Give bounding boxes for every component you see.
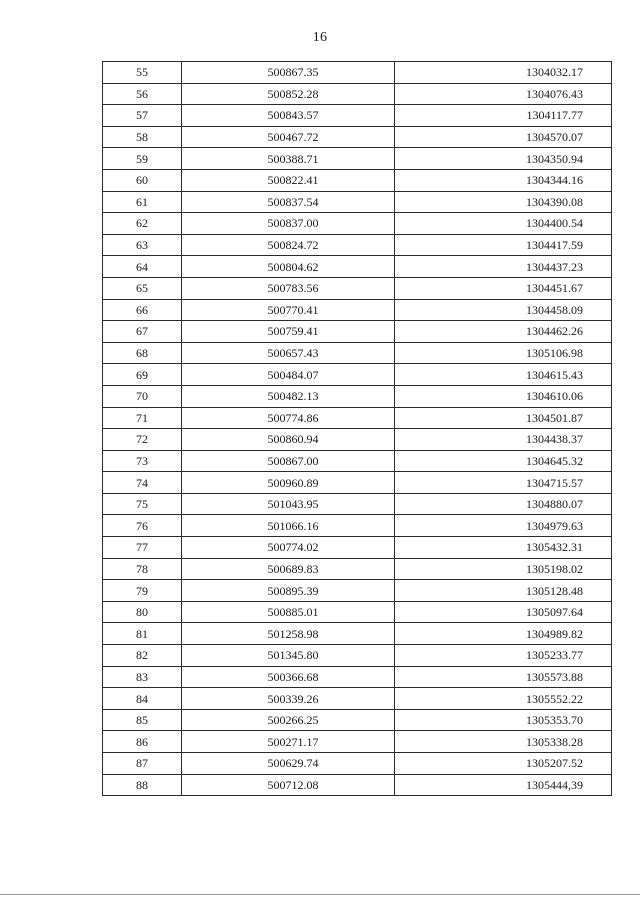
point-number-cell: 81 — [103, 623, 182, 645]
y-coordinate-cell: 1305353.70 — [395, 709, 612, 731]
y-coordinate-cell: 1304390.08 — [395, 191, 612, 213]
point-number-cell: 71 — [103, 407, 182, 429]
table-row — [103, 148, 612, 170]
point-number-cell: 80 — [103, 601, 182, 623]
x-coordinate-cell: 500271.17 — [182, 731, 395, 753]
table-row — [103, 342, 612, 364]
point-number-cell: 62 — [103, 213, 182, 235]
y-coordinate-cell: 1305338.28 — [395, 731, 612, 753]
x-coordinate-cell: 500482.13 — [182, 385, 395, 407]
point-number-cell: 74 — [103, 472, 182, 494]
x-coordinate-cell: 500867.35 — [182, 62, 395, 84]
table-row — [103, 299, 612, 321]
table-row — [103, 580, 612, 602]
table-row — [103, 666, 612, 688]
point-number-cell: 61 — [103, 191, 182, 213]
x-coordinate-cell: 500467.72 — [182, 126, 395, 148]
y-coordinate-cell: 1304979.63 — [395, 515, 612, 537]
point-number-cell: 64 — [103, 256, 182, 278]
y-coordinate-cell: 1305552.22 — [395, 688, 612, 710]
y-coordinate-cell: 1304117.77 — [395, 105, 612, 127]
table-row — [103, 709, 612, 731]
point-number-cell: 75 — [103, 493, 182, 515]
x-coordinate-cell: 500837.00 — [182, 213, 395, 235]
table-row — [103, 62, 612, 84]
table-row — [103, 407, 612, 429]
x-coordinate-cell: 500774.86 — [182, 407, 395, 429]
y-coordinate-cell: 1305198.02 — [395, 558, 612, 580]
x-coordinate-cell: 500960.89 — [182, 472, 395, 494]
table-row — [103, 493, 612, 515]
table-row — [103, 429, 612, 451]
x-coordinate-cell: 501258.98 — [182, 623, 395, 645]
y-coordinate-cell: 1304458.09 — [395, 299, 612, 321]
y-coordinate-cell: 1304462.26 — [395, 321, 612, 343]
table-row — [103, 623, 612, 645]
y-coordinate-cell: 1305233.77 — [395, 645, 612, 667]
table-row — [103, 191, 612, 213]
x-coordinate-cell: 501066.16 — [182, 515, 395, 537]
point-number-cell: 79 — [103, 580, 182, 602]
point-number-cell: 87 — [103, 753, 182, 775]
y-coordinate-cell: 1304344.16 — [395, 169, 612, 191]
point-number-cell: 55 — [103, 62, 182, 84]
table-row — [103, 105, 612, 127]
y-coordinate-cell: 1304715.57 — [395, 472, 612, 494]
point-number-cell: 69 — [103, 364, 182, 386]
x-coordinate-cell: 501345.80 — [182, 645, 395, 667]
point-number-cell: 57 — [103, 105, 182, 127]
y-coordinate-cell: 1304437.23 — [395, 256, 612, 278]
x-coordinate-cell: 500867.00 — [182, 450, 395, 472]
point-number-cell: 72 — [103, 429, 182, 451]
point-number-cell: 86 — [103, 731, 182, 753]
point-number-cell: 83 — [103, 666, 182, 688]
point-number-cell: 82 — [103, 645, 182, 667]
x-coordinate-cell: 500783.56 — [182, 277, 395, 299]
y-coordinate-cell: 1305432.31 — [395, 537, 612, 559]
coordinates-table-body — [103, 62, 612, 796]
x-coordinate-cell: 500366.68 — [182, 666, 395, 688]
point-number-cell: 66 — [103, 299, 182, 321]
table-row — [103, 277, 612, 299]
x-coordinate-cell: 500822.41 — [182, 169, 395, 191]
x-coordinate-cell: 500629.74 — [182, 753, 395, 775]
y-coordinate-cell: 1304610.06 — [395, 385, 612, 407]
y-coordinate-cell: 1304438.37 — [395, 429, 612, 451]
point-number-cell: 84 — [103, 688, 182, 710]
point-number-cell: 65 — [103, 277, 182, 299]
x-coordinate-cell: 500895.39 — [182, 580, 395, 602]
table-row — [103, 558, 612, 580]
page-number: 16 — [312, 30, 328, 45]
x-coordinate-cell: 500824.72 — [182, 234, 395, 256]
point-number-cell: 77 — [103, 537, 182, 559]
table-row — [103, 126, 612, 148]
table-row — [103, 731, 612, 753]
y-coordinate-cell: 1304417.59 — [395, 234, 612, 256]
table-row — [103, 83, 612, 105]
y-coordinate-cell: 1304501.87 — [395, 407, 612, 429]
x-coordinate-cell: 501043.95 — [182, 493, 395, 515]
table-row — [103, 774, 612, 796]
point-number-cell: 68 — [103, 342, 182, 364]
y-coordinate-cell: 1304350.94 — [395, 148, 612, 170]
y-coordinate-cell: 1304032.17 — [395, 62, 612, 84]
x-coordinate-cell: 500885.01 — [182, 601, 395, 623]
x-coordinate-cell: 500657.43 — [182, 342, 395, 364]
point-number-cell: 60 — [103, 169, 182, 191]
table-row — [103, 450, 612, 472]
table-row — [103, 256, 612, 278]
x-coordinate-cell: 500339.26 — [182, 688, 395, 710]
y-coordinate-cell: 1304989.82 — [395, 623, 612, 645]
y-coordinate-cell: 1304645.32 — [395, 450, 612, 472]
point-number-cell: 78 — [103, 558, 182, 580]
y-coordinate-cell: 1304880.07 — [395, 493, 612, 515]
y-coordinate-cell: 1305444,39 — [395, 774, 612, 796]
point-number-cell: 85 — [103, 709, 182, 731]
table-row — [103, 321, 612, 343]
x-coordinate-cell: 500860.94 — [182, 429, 395, 451]
y-coordinate-cell: 1305207.52 — [395, 753, 612, 775]
y-coordinate-cell: 1305128.48 — [395, 580, 612, 602]
y-coordinate-cell: 1305573.88 — [395, 666, 612, 688]
x-coordinate-cell: 500804.62 — [182, 256, 395, 278]
table-row — [103, 234, 612, 256]
point-number-cell: 73 — [103, 450, 182, 472]
y-coordinate-cell: 1304570.07 — [395, 126, 612, 148]
point-number-cell: 76 — [103, 515, 182, 537]
x-coordinate-cell: 500843.57 — [182, 105, 395, 127]
table-row — [103, 169, 612, 191]
coordinates-table — [102, 61, 612, 796]
table-row — [103, 515, 612, 537]
x-coordinate-cell: 500484.07 — [182, 364, 395, 386]
table-row — [103, 537, 612, 559]
x-coordinate-cell: 500712.08 — [182, 774, 395, 796]
table-row — [103, 645, 612, 667]
x-coordinate-cell: 500837.54 — [182, 191, 395, 213]
x-coordinate-cell: 500759.41 — [182, 321, 395, 343]
table-row — [103, 385, 612, 407]
x-coordinate-cell: 500388.71 — [182, 148, 395, 170]
x-coordinate-cell: 500689.83 — [182, 558, 395, 580]
table-row — [103, 213, 612, 235]
point-number-cell: 70 — [103, 385, 182, 407]
y-coordinate-cell: 1304076.43 — [395, 83, 612, 105]
page-bottom-rule — [0, 894, 640, 895]
y-coordinate-cell: 1304451.67 — [395, 277, 612, 299]
x-coordinate-cell: 500774.02 — [182, 537, 395, 559]
table-row — [103, 688, 612, 710]
point-number-cell: 56 — [103, 83, 182, 105]
point-number-cell: 63 — [103, 234, 182, 256]
x-coordinate-cell: 500852.28 — [182, 83, 395, 105]
point-number-cell: 88 — [103, 774, 182, 796]
table-row — [103, 753, 612, 775]
y-coordinate-cell: 1305097.64 — [395, 601, 612, 623]
y-coordinate-cell: 1304400.54 — [395, 213, 612, 235]
x-coordinate-cell: 500770.41 — [182, 299, 395, 321]
point-number-cell: 67 — [103, 321, 182, 343]
point-number-cell: 58 — [103, 126, 182, 148]
point-number-cell: 59 — [103, 148, 182, 170]
table-row — [103, 364, 612, 386]
table-row — [103, 601, 612, 623]
y-coordinate-cell: 1304615.43 — [395, 364, 612, 386]
x-coordinate-cell: 500266.25 — [182, 709, 395, 731]
y-coordinate-cell: 1305106.98 — [395, 342, 612, 364]
table-row — [103, 472, 612, 494]
